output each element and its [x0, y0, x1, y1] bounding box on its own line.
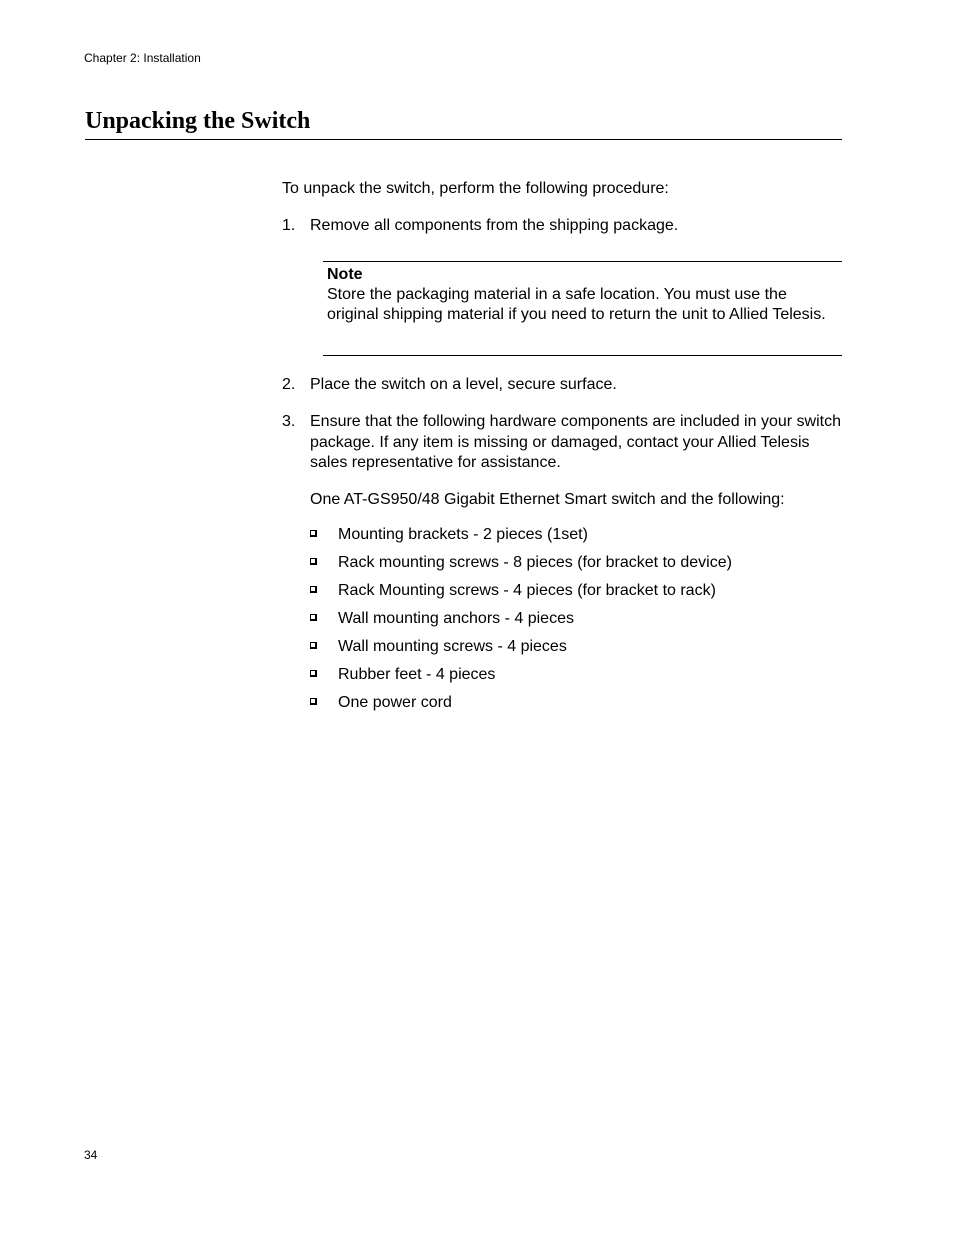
page-number: 34: [84, 1148, 98, 1162]
step-number: 1.: [282, 217, 296, 234]
checkbox-bullet-icon: [310, 614, 317, 621]
step-text: Place the switch on a level, secure surface.: [310, 376, 617, 393]
list-item-text: Wall mounting anchors - 4 pieces: [338, 610, 574, 627]
checkbox-bullet-icon: [310, 642, 317, 649]
list-item-text: Mounting brackets - 2 pieces (1set): [338, 526, 588, 543]
list-item-text: Rack Mounting screws - 4 pieces (for bracket to rack): [338, 582, 716, 599]
note-box: [323, 261, 842, 356]
checkbox-bullet-icon: [310, 698, 317, 705]
step-text: Remove all components from the shipping package.: [310, 217, 679, 234]
list-item-text: One power cord: [338, 694, 452, 711]
step-number: 3.: [282, 413, 296, 430]
list-item-text: Rack mounting screws - 8 pieces (for bracket to device): [338, 554, 732, 571]
section-title: Unpacking the Switch: [85, 106, 842, 140]
checkbox-bullet-icon: [310, 558, 317, 565]
intro-paragraph: To unpack the switch, perform the following procedure:: [282, 180, 669, 197]
note-title: Note: [327, 266, 363, 283]
checkbox-bullet-icon: [310, 586, 317, 593]
note-text: Store the packaging material in a safe location. You must use the original shipping material if you need to return the unit to Allied Telesis.: [327, 286, 826, 323]
list-item-text: Wall mounting screws - 4 pieces: [338, 638, 567, 655]
step-number: 2.: [282, 376, 296, 393]
checkbox-bullet-icon: [310, 530, 317, 537]
checkbox-bullet-icon: [310, 670, 317, 677]
package-contents-intro: One AT-GS950/48 Gigabit Ethernet Smart switch and the following:: [310, 491, 785, 508]
running-header: Chapter 2: Installation: [84, 51, 201, 65]
list-item-text: Rubber feet - 4 pieces: [338, 666, 496, 683]
step-text: Ensure that the following hardware components are included in your switch package. If any item is missing or damaged, contact your Allied Telesis sales representative for assistance.: [310, 413, 841, 471]
